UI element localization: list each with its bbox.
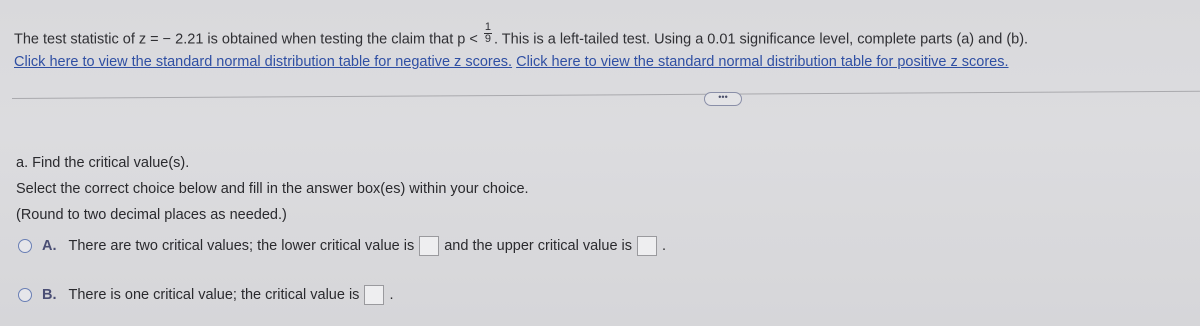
upper-critical-value-input[interactable] (637, 236, 657, 256)
part-a-heading: a. Find the critical value(s). (16, 155, 190, 171)
rounding-text: (Round to two decimal places as needed.) (16, 207, 287, 223)
fraction-denominator: 9 (484, 33, 492, 45)
question-text-after: . This is a left-tailed test. Using a 0.01 significance level, complete parts (a) and (b). (494, 31, 1029, 48)
question-text (14, 21, 1029, 51)
positive-z-table-link[interactable]: Click here to view the standard normal distribution table for positive z scores. (516, 54, 1009, 70)
fraction-numerator: 1 (484, 21, 492, 33)
lower-critical-value-input[interactable] (419, 236, 439, 256)
choice-a-letter: A. (42, 238, 57, 254)
choice-a-text-1: There are two critical values; the lower critical value is (68, 238, 415, 254)
table-links (14, 54, 1009, 70)
choice-b[interactable] (18, 285, 393, 305)
choice-a-radio[interactable] (18, 239, 32, 253)
fraction (484, 22, 492, 45)
instruction-text: Select the correct choice below and fill in the answer box(es) within your choice. (16, 181, 529, 197)
choice-b-end: . (389, 287, 394, 303)
choice-b-radio[interactable] (18, 288, 32, 302)
more-options-button[interactable]: ••• (704, 92, 742, 106)
choice-b-text-1: There is one critical value; the critical value is (68, 287, 360, 303)
choice-a-text-2: and the upper critical value is (444, 238, 633, 254)
question-text-before: The test statistic of z = − 2.21 is obtained when testing the claim that p < (14, 31, 478, 48)
choice-a[interactable] (18, 236, 666, 256)
choice-b-letter: B. (42, 287, 57, 303)
choice-a-end: . (662, 238, 667, 254)
critical-value-input[interactable] (364, 285, 384, 305)
section-divider (12, 91, 1200, 99)
negative-z-table-link[interactable]: Click here to view the standard normal distribution table for negative z scores. (14, 54, 513, 70)
